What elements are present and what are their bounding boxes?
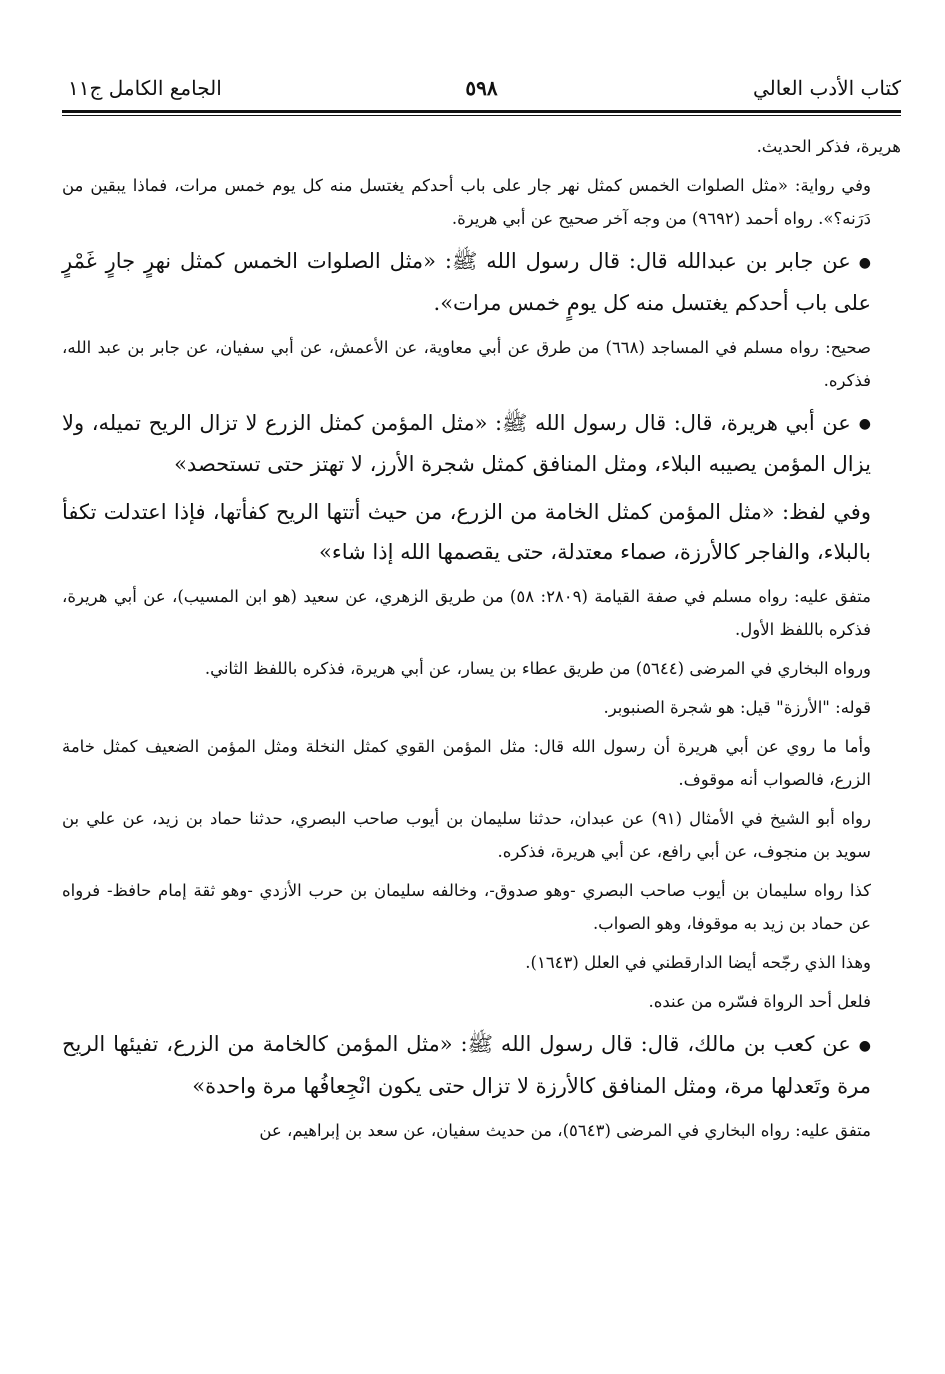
paragraph-text: صحيح: رواه مسلم في المساجد (٦٦٨) من طرق عن أبي معاوية، عن الأعمش، عن أبي سفيان، عن جابر بن عبد الله، فذكره. [62,337,871,390]
paragraph-text: وفي لفظ: «مثل المؤمن كمثل الخامة من الزرع، من حيث أتتها الريح كفأتها، فإذا اعتدلت تكفأ بالبلاء، والفاجر كالأرزة، صماء معتدلة، حتى يقصمها الله إذا شاء» [62,500,871,564]
bullet-icon: ● [858,1037,871,1054]
commentary-paragraph [62,652,901,685]
page [62,68,901,1354]
paragraph-text: فلعل أحد الرواة فسّره من عنده. [648,992,871,1011]
commentary-paragraph [62,946,901,979]
bullet-icon: ● [858,416,871,432]
page-number: ٥٩٨ [465,76,498,100]
paragraph-text: ورواه البخاري في المرضى (٥٦٤٤) من طريق عطاء بن يسار، عن أبي هريرة، فذكره باللفظ الثاني. [204,659,871,678]
hadith-paragraph [62,1024,901,1106]
book-title: كتاب الأدب العالي [752,76,901,100]
paragraph-text: هريرة، فذكر الحديث. [756,137,901,156]
paragraph-text: متفق عليه: رواه مسلم في صفة القيامة (٢٨٠٩: ٥٨) من طريق الزهري، عن سعيد (هو ابن المسيب)، عن أبي هريرة، فذكره باللفظ الأول. [62,587,871,639]
page-body [62,130,901,1147]
bullet-icon: ● [858,254,871,271]
commentary-paragraph [62,874,901,940]
commentary-paragraph [62,169,901,235]
volume-title: الجامع الكامل ج١١ [68,76,222,100]
header-rule [62,110,901,116]
commentary-paragraph [62,802,901,868]
running-header [62,68,901,108]
paragraph-text: كذا رواه سليمان بن أيوب صاحب البصري -وهو صدوق-، وخالفه سليمان بن حرب الأزدي -وهو ثقة إمام حافظ- فرواه عن حماد بن زيد به موقوفا، وهو الصواب. [62,881,871,933]
hadith-paragraph [62,492,901,572]
paragraph-text: متفق عليه: رواه البخاري في المرضى (٥٦٤٣)، من حديث سفيان، عن سعد بن إبراهيم، عن [259,1120,871,1140]
paragraph-text: عن أبي هريرة، قال: قال رسول الله ﷺ: «مثل المؤمن كمثل الزرع لا تزال الريح تميله، ولا يزال المؤمن يصيبه البلاء، ومثل المنافق كمثل شجرة الأرز، لا تهتز حتى تستحصد» [62,410,871,476]
hadith-paragraph [62,241,901,323]
commentary-paragraph [62,130,901,163]
hadith-paragraph [62,403,901,485]
paragraph-text: وهذا الذي رجّحه أيضا الدارقطني في العلل (١٦٤٣). [525,953,871,972]
paragraph-text: عن كعب بن مالك، قال: قال رسول الله ﷺ: «مثل المؤمن كالخامة من الزرع، تفيئها الريح مرة وتَعدلها مرة، ومثل المنافق كالأرزة لا تزال حتى يكون انْجِعافُها مرة واحدة» [62,1032,871,1098]
paragraph-text: وأما ما روي عن أبي هريرة أن رسول الله قال: مثل المؤمن القوي كمثل النخلة ومثل المؤمن الضعيف كمثل خامة الزرع، فالصواب أنه موقوف. [62,737,871,789]
paragraph-text: وفي رواية: «مثل الصلوات الخمس كمثل نهر جار على باب أحدكم يغتسل منه كل يوم خمس مرات، فماذا يبقين من دَرَنه؟». رواه أحمد (٩٦٩٢) من وجه آخر صحيح عن أبي هريرة. [62,176,871,228]
commentary-paragraph [62,1114,901,1147]
commentary-paragraph [62,691,901,724]
commentary-paragraph [62,331,901,397]
commentary-paragraph [62,985,901,1018]
commentary-paragraph [62,580,901,646]
paragraph-text: عن جابر بن عبدالله قال: قال رسول الله ﷺ: «مثل الصلوات الخمس كمثل نهرٍ جارٍ غَمْرٍ على باب أحدكم يغتسل منه كل يومٍ خمس مرات». [62,249,871,315]
commentary-paragraph [62,730,901,796]
paragraph-text: رواه أبو الشيخ في الأمثال (٩١) عن عبدان، حدثنا سليمان بن أيوب صاحب البصري، حدثنا حماد بن زيد، عن علي بن سويد بن منجوف، عن أبي رافع، عن أبي هريرة، فذكره. [62,809,871,861]
paragraph-text: قوله: "الأرزة" قيل: هو شجرة الصنبوبر. [603,698,871,717]
